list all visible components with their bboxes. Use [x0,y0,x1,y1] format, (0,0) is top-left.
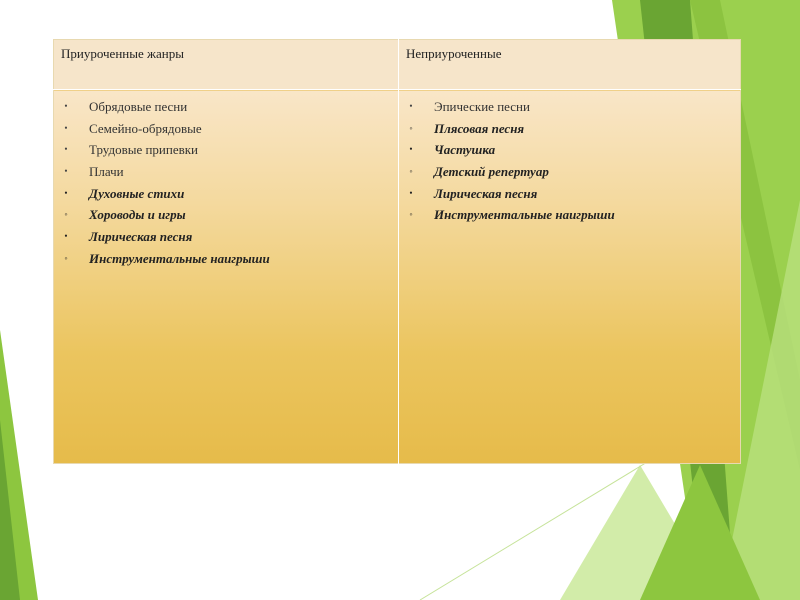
list-item [399,96,740,118]
table-header-row [54,40,741,90]
bullet-icon: • [64,166,68,177]
list-item-text: Плясовая песня [434,120,525,136]
bullet-icon: • [64,144,68,155]
list-item-text: Духовные стихи [89,185,185,201]
list-item [54,204,398,226]
list-item [54,96,398,118]
bullet-icon: • [409,144,413,155]
list-item [54,226,398,248]
list-item-text: Лирическая песня [89,229,193,245]
table-body-row [54,90,741,464]
list-item [54,161,398,183]
list-item-text: Инструментальные наигрыши [434,207,615,223]
scheduled-genres-list [54,96,398,270]
unscheduled-genres-list [399,96,740,226]
header-unscheduled-genres: Неприуроченные [399,40,741,90]
bullet-icon: • [409,101,413,111]
bullet-icon: • [64,122,68,133]
list-item [54,118,398,140]
list-item-text: Обрядовые песни [89,99,188,114]
hollow-bullet-icon: ◦ [409,209,413,220]
list-item-text: Хороводы и игры [89,207,186,223]
bullet-icon: • [64,187,68,198]
list-item-text: Эпические песни [434,99,530,114]
list-item-text: Лирическая песня [434,185,538,201]
list-item [399,139,740,161]
bullet-icon: • [64,231,68,242]
list-item [399,204,740,226]
list-item-text: Инструментальные наигрыши [89,250,270,266]
unscheduled-genres-cell [399,90,741,464]
list-item [54,183,398,205]
scheduled-genres-cell [54,90,399,464]
hollow-bullet-icon: ◦ [409,166,413,177]
hollow-bullet-icon: ◦ [409,122,413,133]
list-item [399,183,740,205]
hollow-bullet-icon: ◦ [64,252,68,263]
list-item-text: Частушка [434,142,496,158]
list-item [399,161,740,183]
list-item [54,139,398,161]
bullet-icon: • [64,101,68,111]
list-item-text: Плачи [89,164,124,180]
list-item-text: Семейно-обрядовые [89,120,202,136]
list-item [54,248,398,270]
list-item-text: Детский репертуар [434,164,549,180]
list-item [399,118,740,140]
list-item-text: Трудовые припевки [89,142,199,158]
hollow-bullet-icon: ◦ [64,209,68,220]
bullet-icon: • [409,187,413,198]
header-scheduled-genres: Приуроченные жанры [54,40,399,90]
genre-table [53,39,741,464]
